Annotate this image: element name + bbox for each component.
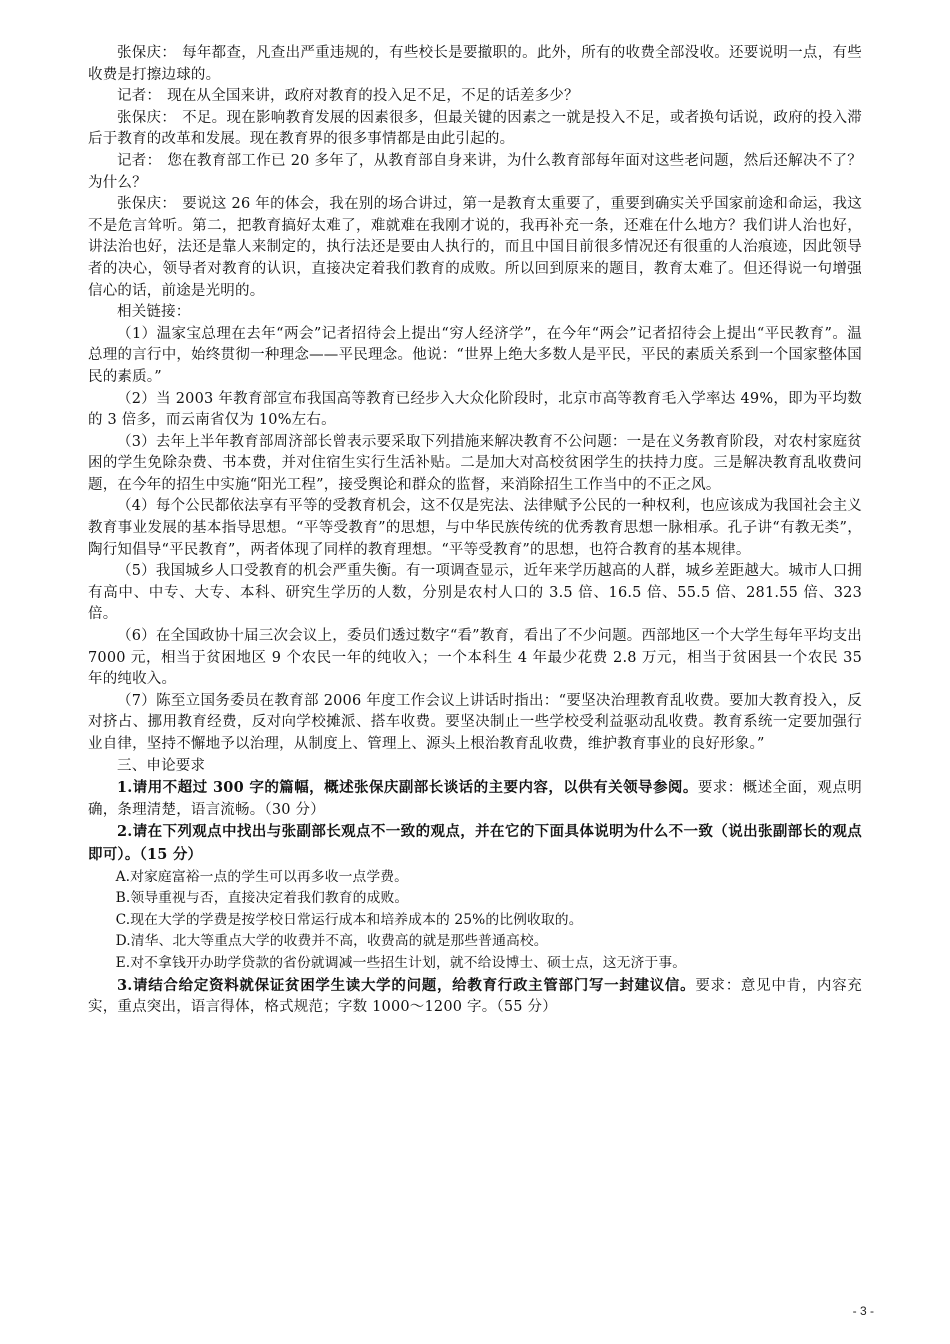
related-item: （6）在全国政协十届三次会议上，委员们透过数字“看”教育，看出了不少问题。西部地区一个大学生每年平均支出 7000 元，相当于贫困地区 9 个农民一年的纯收入；一个本科生 4 年最少花费 2.8 万元，相当于贫困县一个农民 35 年的纯收入。	[88, 628, 862, 688]
speaker-label: 记者：	[117, 88, 162, 105]
question-2-prompt: 2.请在下列观点中找出与张副部长观点不一致的观点，并在它的下面具体说明为什么不一致（说出张副部长的观点即可）。（15 分）	[88, 823, 862, 863]
related-item: （3）去年上半年教育部周济部长曾表示要采取下列措施来解决教育不公问题：一是在义务教育阶段，对农村家庭贫困的学生免除杂费、书本费，并对住宿生实行生活补贴。二是加大对高校贫困学生的扶持力度。三是解决教育乱收费问题，在今年的招生中实施“阳光工程”，接受舆论和群众的监督，来消除招生工作当中的不正之风。	[88, 433, 862, 493]
question-1	[88, 777, 862, 821]
question-3-prompt: 3.请结合给定资料就保证贫困学生读大学的问题，给教育行政主管部门写一封建议信。	[117, 976, 696, 994]
dialogue-text: 不足。现在影响教育发展的因素很多，但最关键的因素之一就是投入不足，或者换句话说，政府的投入滞后于教育的改革和发展。现在教育界的很多事情都是由此引起的。	[88, 109, 862, 148]
dialogue-paragraph	[88, 108, 862, 151]
question-3	[88, 975, 862, 1019]
option-c: C.现在大学的学费是按学校日常运行成本和培养成本的 25%的比例收取的。	[115, 911, 583, 928]
requirements-heading: 三、申论要求	[117, 757, 206, 774]
dialogue-text: 您在教育部工作已 20 多年了，从教育部自身来讲，为什么教育部每年面对这些老问题，然后还解决不了？为什么？	[88, 152, 862, 191]
speaker-label: 张保庆：	[117, 45, 177, 61]
dialogue-text: 要说这 26 年的体会，我在别的场合讲过，第一是教育太重要了，重要到确实关乎国家前途和命运，我这不是危言耸听。第二，把教育搞好太难了，难就难在我刚才说的，我再补充一条，还难在什么地方？我们讲人治也好，讲法治也好，法还是靠人来制定的，执行法还是要由人执行的，而且中国目前很多情况还有很重的人治痕迹，因此领导者的决心，领导者对教育的认识，直接决定着我们教育的成败。所以回到原来的题目，教育太难了。但还得说一句增强信心的话，前途是光明的。	[88, 196, 862, 299]
question-3-requirements: 要求：意见中肯，内容充实，重点突出，语言得体，格式规范；字数 1000～1200 字。（55 分）	[88, 977, 862, 1016]
option-b: B.领导重视与否，直接决定着我们教育的成败。	[115, 890, 409, 907]
question-2	[88, 821, 862, 866]
dialogue-paragraph	[88, 43, 862, 86]
dialogue-paragraph	[88, 194, 862, 302]
page-number: - 3 -	[852, 1304, 874, 1318]
option-d: D.清华、北大等重点大学的收费并不高，收费高的就是那些普通高校。	[115, 933, 548, 950]
related-item: （5）我国城乡人口受教育的机会严重失衡。有一项调查显示，近年来学历越高的人群，城乡差距越大。城市人口拥有高中、中专、大专、本科、研究生学历的人数，分别是农村人口的 3.5 倍、16.5 倍、55.5 倍、281.55 倍、323 倍。	[88, 563, 862, 623]
speaker-label: 记者：	[117, 152, 162, 169]
option-e: E.对不拿钱开办助学贷款的省份就调减一些招生计划，就不给设博士、硕士点，这无济于事。	[115, 954, 687, 971]
dialogue-paragraph	[88, 86, 862, 108]
related-item: （4）每个公民都依法享有平等的受教育机会，这不仅是宪法、法律赋予公民的一种权利，也应该成为我国社会主义教育事业发展的基本指导思想。“平等受教育”的思想，与中华民族传统的优秀教育思想一脉相承。孔子讲“有教无类”，陶行知倡导“平民教育”，两者体现了同样的教育理想。“平等受教育”的思想，也符合教育的基本规律。	[88, 498, 862, 558]
option-a: A.对家庭富裕一点的学生可以再多收一点学费。	[115, 868, 409, 885]
speaker-label: 张保庆：	[117, 196, 177, 213]
related-item: （2）当 2003 年教育部宣布我国高等教育已经步入大众化阶段时，北京市高等教育毛入学率达 49%，即为平均数的 3 倍多，而云南省仅为 10%左右。	[88, 390, 862, 429]
related-item: （1）温家宝总理在去年“两会”记者招待会上提出“穷人经济学”，在今年“两会”记者招待会上提出“平民教育”。温总理的言行中，始终贯彻一种理念——平民理念。他说：“世界上绝大多数人是平民，平民的素质关系到一个国家整体国民的素质。”	[88, 325, 862, 385]
question-1-prompt: 1.请用不超过 300 字的篇幅，概述张保庆副部长谈话的主要内容，以供有关领导参阅。	[117, 779, 698, 797]
dialogue-text: 现在从全国来讲，政府对教育的投入足不足，不足的话差多少？	[167, 88, 579, 105]
dialogue-text: 每年都查，凡查出严重违规的，有些校长是要撤职的。此外，所有的收费全部没收。还要说明一点，有些收费是打擦边球的。	[88, 45, 862, 83]
dialogue-paragraph	[88, 151, 862, 194]
document-body	[88, 43, 862, 1019]
speaker-label: 张保庆：	[117, 109, 177, 126]
related-links-heading: 相关链接：	[117, 304, 191, 321]
question-1-requirements: 要求：概述全面，观点明确，条理清楚，语言流畅。（30 分）	[88, 780, 862, 818]
related-item: （7）陈至立国务委员在教育部 2006 年度工作会议上讲话时指出：“要坚决治理教育乱收费。要加大教育投入，反对挤占、挪用教育经费，反对向学校摊派、搭车收费。要坚决制止一些学校受利益驱动乱收费。教育系统一定要加强行业自律，坚持不懈地予以治理，从制度上、管理上、源头上根治教育乱收费，维护教育事业的良好形象。”	[88, 692, 862, 752]
